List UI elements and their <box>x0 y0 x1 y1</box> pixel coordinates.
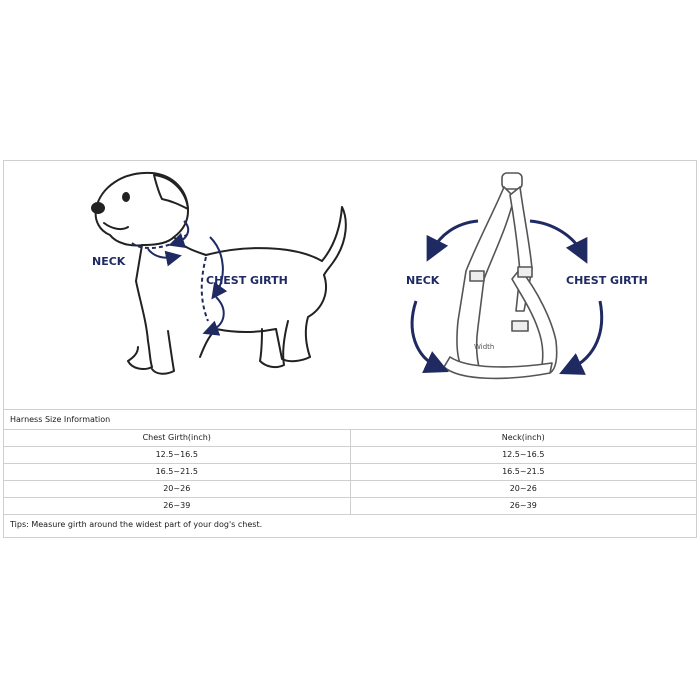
table-row <box>4 463 696 480</box>
table-row <box>4 497 696 514</box>
harness-neck-label: NECK <box>406 274 440 287</box>
chest-girth-cell: 20~26 <box>163 484 191 493</box>
table-row <box>4 480 696 497</box>
neck-cell: 26~39 <box>350 498 697 514</box>
dog-chest-label: CHEST GIRTH <box>206 274 288 287</box>
size-table <box>4 409 696 534</box>
dog-neck-label: NECK <box>92 255 126 268</box>
harness-width-label: Width <box>474 343 495 351</box>
harness-drawing <box>444 173 557 378</box>
table-title: Harness Size Information <box>4 409 696 429</box>
table-row <box>4 446 696 463</box>
harness-measure-arrows <box>412 221 602 369</box>
harness-chest-label: CHEST GIRTH <box>566 274 648 287</box>
measurement-illustration <box>4 161 696 409</box>
header-chest-girth: Chest Girth(inch) <box>142 433 211 442</box>
neck-cell: 16.5~21.5 <box>350 464 697 480</box>
tips-text: Tips: Measure girth around the widest part of your dog's chest. <box>4 514 696 534</box>
chest-girth-cell: 12.5~16.5 <box>155 450 198 459</box>
size-info-card <box>3 160 697 538</box>
neck-cell: 12.5~16.5 <box>350 447 697 463</box>
header-neck: Neck(inch) <box>350 430 697 446</box>
table-header-row <box>4 429 696 446</box>
chest-girth-cell: 16.5~21.5 <box>155 467 198 476</box>
chest-girth-cell: 26~39 <box>163 501 191 510</box>
neck-cell: 20~26 <box>350 481 697 497</box>
